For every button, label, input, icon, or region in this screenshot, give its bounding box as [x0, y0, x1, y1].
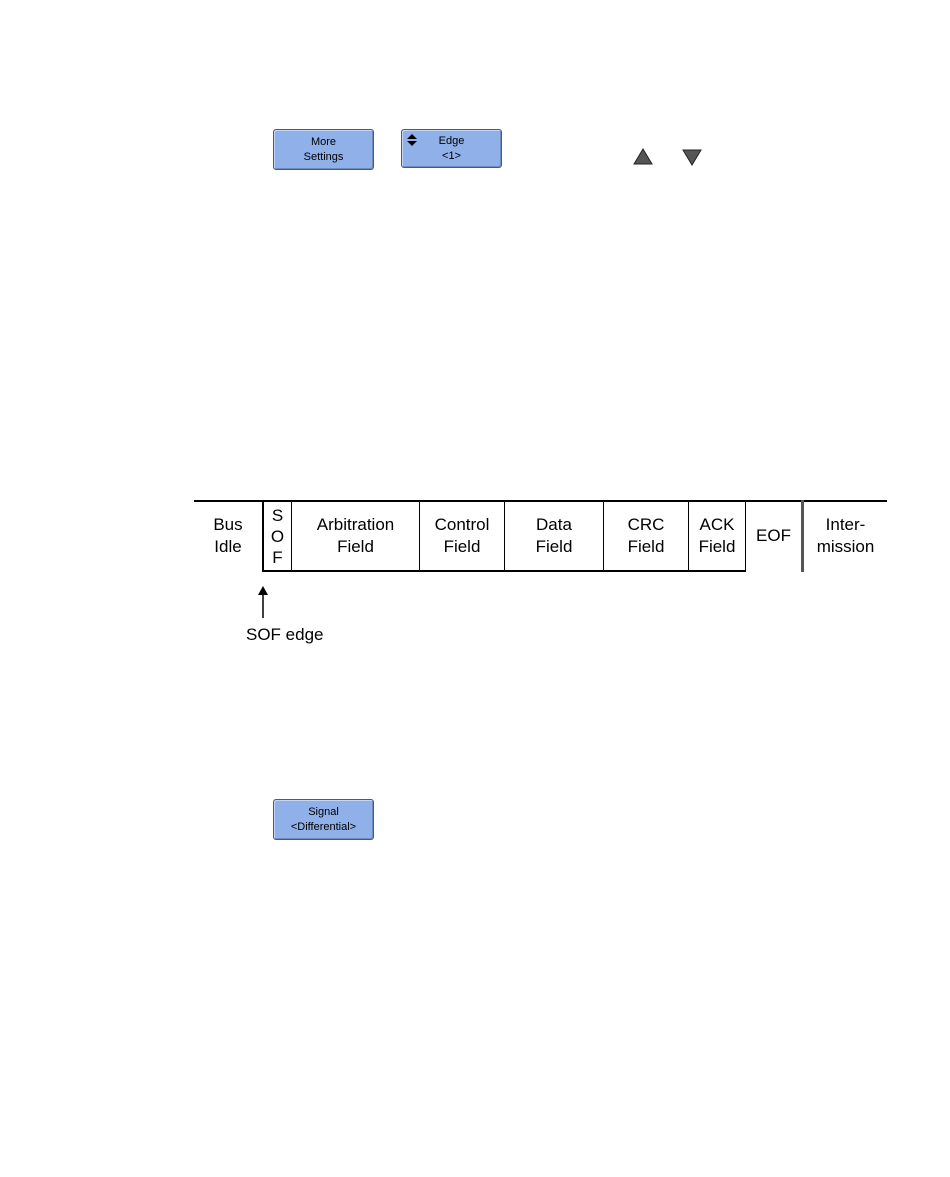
field-bus-idle [196, 502, 260, 570]
field-data [505, 502, 603, 570]
signal-softkey[interactable] [273, 799, 374, 840]
field-label: Field [698, 537, 736, 556]
field-sof [264, 502, 291, 570]
field-label: Field [627, 537, 665, 556]
more-settings-label-line2: Settings [303, 150, 344, 163]
edge-label-line2: <1> [442, 149, 461, 162]
edge-softkey[interactable] [401, 129, 502, 168]
signal-label-line2: <Differential> [290, 820, 357, 833]
signal-label-line1: Signal [308, 805, 339, 818]
field-eof [746, 502, 801, 570]
up-triangle-icon[interactable] [632, 148, 654, 166]
field-ack [689, 502, 745, 570]
field-label: Inter- [825, 515, 866, 534]
more-settings-label-line1: More [310, 135, 337, 148]
edge-label-line1: Edge [438, 134, 465, 147]
field-label: EOF [756, 526, 791, 545]
field-label: Field [337, 537, 374, 556]
field-label: O [270, 526, 285, 546]
field-label: Control [434, 515, 490, 534]
field-label: ACK [699, 515, 735, 534]
sof-edge-label: SOF edge [246, 625, 324, 644]
field-label: S [271, 505, 284, 525]
field-label: Field [535, 537, 573, 556]
field-label: CRC [627, 515, 665, 534]
updown-arrows-icon [407, 134, 417, 146]
field-arbitration [292, 502, 419, 570]
field-label: Arbitration [316, 515, 395, 534]
field-label: mission [816, 537, 875, 556]
more-settings-softkey[interactable] [273, 129, 374, 170]
field-label: Field [443, 537, 481, 556]
field-crc [604, 502, 688, 570]
field-intermission [804, 502, 887, 570]
field-label: Data [536, 515, 572, 534]
sof-edge-arrow-icon [256, 586, 270, 618]
field-label: Bus [213, 515, 243, 534]
field-label: Idle [214, 537, 242, 556]
field-label: F [272, 547, 283, 567]
down-triangle-icon[interactable] [681, 148, 703, 166]
field-control [420, 502, 504, 570]
